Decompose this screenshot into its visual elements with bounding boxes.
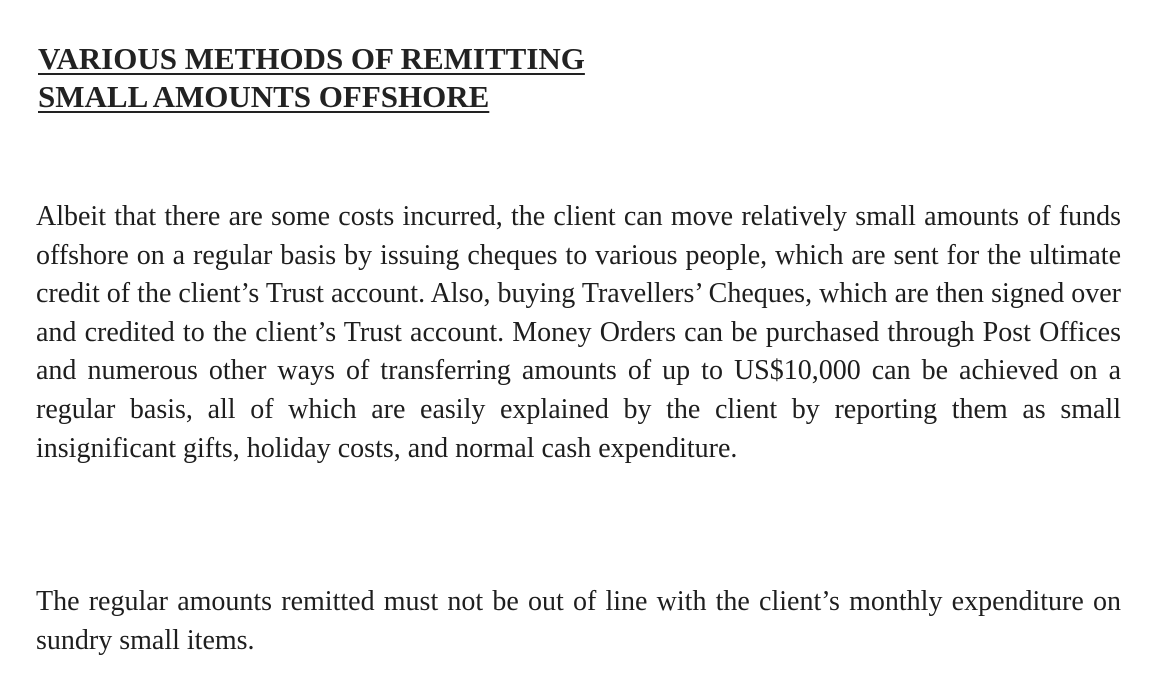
document-title <box>38 40 585 116</box>
body-paragraph-2: The regular amounts remitted must not be out of line with the client’s monthly expenditure on sundry small items. <box>36 586 1121 656</box>
body-paragraph-1: Albeit that there are some costs incurred, the client can move relatively small amounts of funds offshore on a regular basis by issuing cheques to various people, which are sent for the ultimate credit of the client’s Trust account. Also, buying Travellers’ Cheques, which are then signed over and credited to the client’s Trust account. Money Orders can be purchased through Post Offices and numerous other ways of transferring amounts of up to US$10,000 can be achieved on a regular basis, all of which are easily explained by the client by reporting them as small insignificant gifts, holiday costs, and normal cash expenditure. <box>36 201 1121 464</box>
title-line-2: SMALL AMOUNTS OFFSHORE <box>38 79 490 114</box>
title-line-1: VARIOUS METHODS OF REMITTING <box>38 41 585 76</box>
